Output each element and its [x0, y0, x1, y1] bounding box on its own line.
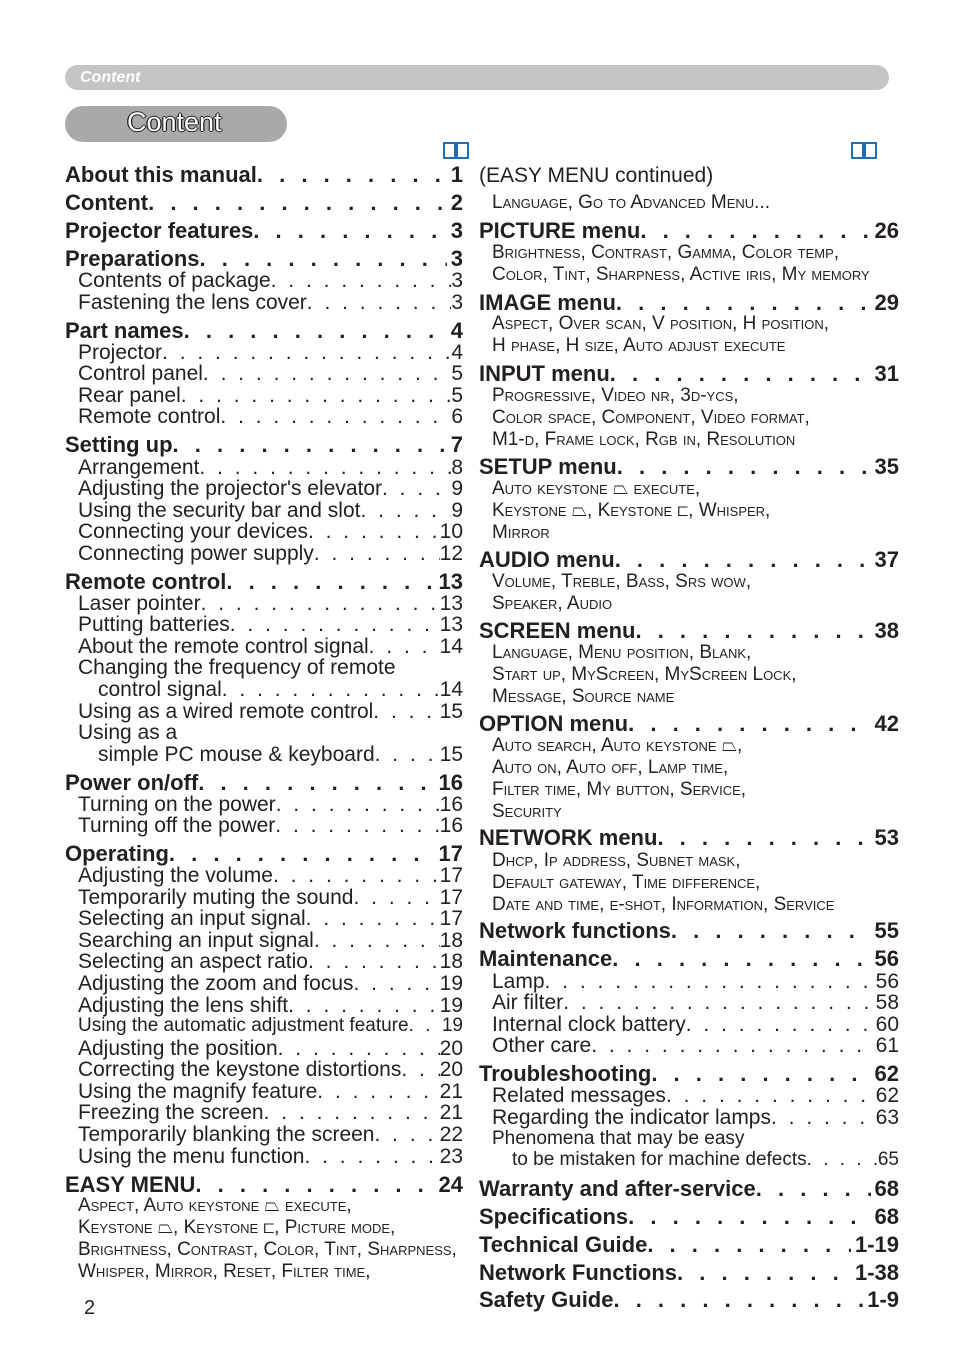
- toc-heading[interactable]: [479, 1176, 899, 1202]
- toc-entry[interactable]: [98, 678, 463, 702]
- dot-leader: [264, 1101, 440, 1125]
- toc-entry[interactable]: [492, 1106, 899, 1130]
- toc-entry-title: Using the automatic adjustment feature: [78, 1015, 409, 1036]
- toc-entry[interactable]: [492, 991, 899, 1015]
- toc-page-number: 19: [439, 994, 463, 1017]
- toc-entry[interactable]: [78, 1123, 463, 1147]
- toc-heading[interactable]: [65, 432, 463, 458]
- toc-heading[interactable]: [479, 547, 899, 573]
- toc-entry-title: Freezing the screen: [78, 1101, 264, 1124]
- toc-page-number: 16: [439, 814, 463, 837]
- toc-page-number: 68: [874, 1176, 899, 1201]
- toc-entry-title: Specifications: [479, 1204, 629, 1229]
- toc-page-number: 29: [874, 290, 899, 315]
- dot-leader: [354, 972, 440, 996]
- toc-entry[interactable]: [492, 1034, 899, 1058]
- dot-leader: [617, 454, 871, 480]
- dot-leader: [409, 1015, 442, 1037]
- toc-entry-title: Regarding the indicator lamps: [492, 1106, 771, 1129]
- toc-entry-title: Turning off the power: [78, 814, 276, 837]
- dot-leader: [647, 1232, 851, 1258]
- toc-menu-items: M1-d, Frame lock, Rgb in, Resolution: [492, 429, 796, 450]
- toc-page-number: 60: [875, 1013, 899, 1036]
- dot-leader: [628, 711, 870, 737]
- toc-entry-title: control signal: [98, 678, 222, 701]
- toc-page-number: 18: [439, 929, 463, 952]
- toc-menu-items: Whisper, Mirror, Reset, Filter time,: [78, 1261, 371, 1282]
- toc-page-number: 17: [439, 886, 463, 909]
- toc-entry-title: Contents of package: [78, 269, 271, 292]
- toc-menu-items: Volume, Treble, Bass, Srs wow,: [492, 571, 752, 592]
- toc-page-number: 24: [438, 1172, 463, 1197]
- toc-entry-title: Using as a wired remote control: [78, 700, 374, 723]
- toc-menu-items: Start up, MyScreen, MyScreen Lock,: [492, 664, 797, 685]
- toc-entry-title: Operating: [65, 841, 169, 866]
- toc-menu-items: Date and time, e-shot, Information, Service: [492, 894, 835, 915]
- dot-leader: [230, 613, 440, 637]
- toc-page-number: 5: [451, 362, 463, 385]
- toc-entry-title: Adjusting the lens shift: [78, 994, 289, 1017]
- dot-leader: [253, 218, 446, 244]
- toc-page-number: 20: [439, 1037, 463, 1060]
- toc-entry[interactable]: [78, 907, 463, 931]
- toc-entry[interactable]: [492, 1084, 899, 1108]
- toc-menu-items: Auto search, Auto keystone ⏢,: [492, 735, 743, 756]
- toc-heading[interactable]: [479, 1260, 899, 1286]
- toc-entry-title: Network functions: [479, 918, 671, 943]
- toc-entry-title: SETUP menu: [479, 454, 617, 479]
- toc-entry-title: Lamp: [492, 970, 545, 993]
- toc-entry-title: to be mistaken for machine defects: [512, 1149, 807, 1170]
- toc-page-number: 58: [875, 991, 899, 1014]
- toc-entry-title: Preparations: [65, 246, 200, 271]
- toc-entry[interactable]: [78, 814, 463, 838]
- toc-entry-title: Projector: [78, 341, 163, 364]
- toc-menu-items: Color, Tint, Sharpness, Active iris, My memory: [492, 264, 870, 285]
- toc-heading[interactable]: [65, 218, 463, 244]
- dot-leader: [563, 991, 875, 1015]
- toc-entry[interactable]: [78, 405, 463, 429]
- toc-page-number: 21: [439, 1101, 463, 1124]
- dot-leader: [273, 864, 440, 888]
- toc-menu-items: Message, Source name: [492, 686, 675, 707]
- toc-page-number: 14: [439, 635, 463, 658]
- toc-entry[interactable]: [78, 362, 463, 386]
- toc-entry[interactable]: [78, 864, 463, 888]
- toc-page-number: 8: [451, 456, 463, 479]
- toc-page-number: 16: [438, 770, 463, 795]
- dot-leader: [203, 362, 451, 386]
- dot-leader: [628, 1204, 870, 1230]
- toc-page-number: 6: [451, 405, 463, 428]
- toc-text: Using as a: [78, 721, 178, 744]
- toc-menu-items: Aspect, Over scan, V position, H position,: [492, 313, 830, 334]
- toc-entry-title: Network Functions: [479, 1260, 678, 1285]
- toc-entry-title: SCREEN menu: [479, 618, 636, 643]
- toc-entry-title: Internal clock battery: [492, 1013, 686, 1036]
- toc-page-number: 5: [451, 384, 463, 407]
- dot-leader: [257, 162, 447, 188]
- toc-page-number: 18: [439, 950, 463, 973]
- toc-entry-title: Troubleshooting: [479, 1061, 652, 1086]
- toc-entry-title: Correcting the keystone distortions: [78, 1058, 402, 1081]
- dot-leader: [612, 946, 870, 972]
- toc-entry-title: IMAGE menu: [479, 290, 616, 315]
- toc-page-number: 13: [439, 592, 463, 615]
- toc-entry-title: Related messages: [492, 1084, 666, 1107]
- toc-entry-title: About this manual: [65, 162, 257, 187]
- toc-entry-title: Rear panel: [78, 384, 181, 407]
- toc-entry-title: Temporarily muting the sound: [78, 886, 354, 909]
- dot-leader: [304, 1145, 439, 1169]
- toc-page-number: 1: [450, 162, 463, 187]
- toc-page-number: 13: [439, 613, 463, 636]
- toc-menu-items: Auto on, Auto off, Lamp time,: [492, 757, 729, 778]
- dot-leader: [591, 1034, 875, 1058]
- toc-menu-items: Mirror: [492, 522, 550, 543]
- toc-page-number: 38: [874, 618, 899, 643]
- toc-page-number: 61: [875, 1034, 899, 1057]
- toc-page-number: 4: [451, 341, 463, 364]
- page-number: 2: [84, 1297, 96, 1319]
- toc-page-number: 56: [874, 946, 899, 971]
- toc-heading[interactable]: [479, 711, 899, 737]
- toc-entry-title: Air filter: [492, 991, 564, 1014]
- toc-menu-items: Language, Go to Advanced Menu...: [492, 192, 771, 213]
- dot-leader: [671, 918, 871, 944]
- toc-entry[interactable]: [512, 1149, 899, 1171]
- toc-menu-items: Default gateway, Time difference,: [492, 872, 761, 893]
- toc-page-number: 4: [450, 318, 463, 343]
- toc-entry-title: About the remote control signal: [78, 635, 369, 658]
- toc-page-number: 9: [451, 477, 463, 500]
- toc-entry-title: Technical Guide: [479, 1232, 648, 1257]
- toc-entry-title: INPUT menu: [479, 361, 610, 386]
- toc-page-number: 20: [439, 1058, 463, 1081]
- toc-page-number: 1-19: [854, 1232, 899, 1257]
- toc-entry-title: PICTURE menu: [479, 218, 641, 243]
- toc-entry-title: Power on/off: [65, 770, 199, 795]
- toc-heading[interactable]: [479, 1232, 899, 1258]
- toc-menu-items: Keystone ⏢, Keystone ⊏, Picture mode,: [78, 1217, 396, 1238]
- toc-page-number: 62: [875, 1084, 899, 1107]
- toc-entry-title: Control panel: [78, 362, 203, 385]
- toc-entry-title: Remote control: [78, 405, 221, 428]
- toc-heading[interactable]: [65, 190, 463, 216]
- toc-text: Changing the frequency of remote: [78, 656, 396, 679]
- toc-page-number: 9: [451, 499, 463, 522]
- toc-entry-title: Using the magnify feature: [78, 1080, 318, 1103]
- dot-leader: [308, 950, 440, 974]
- toc-entry-title: Turning on the power: [78, 793, 276, 816]
- toc-heading[interactable]: [479, 918, 899, 944]
- toc-entry-title: Putting batteries: [78, 613, 230, 636]
- toc-entry-title: Arrangement: [78, 456, 200, 479]
- toc-page-number: 31: [874, 361, 899, 386]
- toc-page-number: 1-9: [867, 1287, 899, 1312]
- toc-page-number: 14: [439, 678, 463, 701]
- toc-entry-title: Projector features: [65, 218, 254, 243]
- toc-entry[interactable]: [78, 1058, 463, 1082]
- toc-entry-title: Selecting an input signal: [78, 907, 306, 930]
- toc-entry-title: Selecting an aspect ratio: [78, 950, 308, 973]
- toc-page-number: 23: [439, 1145, 463, 1168]
- book-icon: [851, 141, 877, 161]
- toc-entry-title: Adjusting the zoom and focus: [78, 972, 354, 995]
- toc-entry-title: Setting up: [65, 432, 173, 457]
- toc-entry-title: simple PC mouse & keyboard: [98, 743, 375, 766]
- toc-heading[interactable]: [479, 825, 899, 851]
- toc-entry-title: Part names: [65, 318, 184, 343]
- toc-page-number: 68: [874, 1204, 899, 1229]
- toc-heading[interactable]: [479, 454, 899, 480]
- toc-page-number: 15: [439, 700, 463, 723]
- toc-menu-items: Color space, Component, Video format,: [492, 407, 810, 428]
- toc-entry[interactable]: [78, 1145, 463, 1169]
- toc-entry[interactable]: [78, 950, 463, 974]
- dot-leader: [307, 291, 452, 315]
- toc-menu-items: Language, Menu position, Blank,: [492, 642, 752, 663]
- toc-entry-title: Connecting power supply: [78, 542, 314, 565]
- toc-page-number: 56: [875, 970, 899, 993]
- toc-heading[interactable]: [479, 618, 899, 644]
- dot-leader: [173, 432, 447, 458]
- dot-leader: [148, 190, 447, 216]
- toc-entry[interactable]: [78, 972, 463, 996]
- toc-page-number: 3: [451, 291, 463, 314]
- toc-text: (EASY MENU continued): [479, 164, 714, 187]
- toc-menu-items: Speaker, Audio: [492, 593, 613, 614]
- toc-page-number: 13: [438, 569, 463, 594]
- dot-leader: [640, 218, 870, 244]
- toc-menu-items: Keystone ⏢, Keystone ⊏, Whisper,: [492, 500, 771, 521]
- toc-menu-items: Dhcp, Ip address, Subnet mask,: [492, 850, 741, 871]
- toc-entry[interactable]: [78, 1101, 463, 1125]
- toc-entry[interactable]: [78, 520, 463, 544]
- dot-leader: [373, 700, 439, 724]
- toc-page-number: 17: [439, 907, 463, 930]
- toc-page-number: 3: [451, 269, 463, 292]
- toc-page-number: 19: [439, 972, 463, 995]
- toc-menu-items: Filter time, My button, Service,: [492, 779, 747, 800]
- toc-page-number: 2: [450, 190, 463, 215]
- toc-entry-title: OPTION menu: [479, 711, 629, 736]
- toc-page-number: 22: [439, 1123, 463, 1146]
- dot-leader: [666, 1084, 876, 1108]
- dot-leader: [306, 907, 440, 931]
- dot-leader: [375, 743, 440, 767]
- page-title: Content: [127, 107, 222, 137]
- toc-entry-title: Content: [65, 190, 149, 215]
- dot-leader: [314, 542, 440, 566]
- toc-page-number: 16: [439, 793, 463, 816]
- toc-page-number: 26: [874, 218, 899, 243]
- dot-leader: [635, 618, 870, 644]
- toc-page-number: 62: [874, 1061, 899, 1086]
- toc-entry[interactable]: [98, 743, 463, 767]
- toc-heading[interactable]: [65, 162, 463, 188]
- toc-entry-title: Temporarily blanking the screen: [78, 1123, 375, 1146]
- toc-entry-title: Adjusting the projector's elevator: [78, 477, 383, 500]
- toc-text: Phenomena that may be easy: [492, 1128, 745, 1149]
- toc-entry-title: Fastening the lens cover: [78, 291, 307, 314]
- toc-entry-title: Remote control: [65, 569, 227, 594]
- toc-entry-title: NETWORK menu: [479, 825, 658, 850]
- toc-page-number: 1-38: [854, 1260, 899, 1285]
- toc-menu-items: Brightness, Contrast, Color, Tint, Sharpness,: [78, 1239, 457, 1260]
- dot-leader: [677, 1260, 851, 1286]
- toc-entry-title: Safety Guide: [479, 1287, 614, 1312]
- toc-entry[interactable]: [78, 613, 463, 637]
- toc-page-number: 17: [439, 864, 463, 887]
- dot-leader: [382, 477, 451, 501]
- toc-heading[interactable]: [479, 946, 899, 972]
- dot-leader: [657, 825, 870, 851]
- toc-page-number: 35: [874, 454, 899, 479]
- toc-entry[interactable]: [78, 477, 463, 501]
- toc-entry-title: Connecting your devices: [78, 520, 308, 543]
- toc-page-number: 19: [441, 1015, 463, 1036]
- toc-entry-title: Maintenance: [479, 946, 613, 971]
- toc-entry-title: Using the security bar and slot: [78, 499, 361, 522]
- dot-leader: [756, 1176, 871, 1202]
- page-title-pill: [65, 106, 287, 142]
- toc-heading[interactable]: [479, 218, 899, 244]
- toc-page-number: 65: [877, 1149, 899, 1170]
- toc-page-number: 7: [450, 432, 463, 457]
- toc-page-number: 3: [450, 246, 463, 271]
- toc-page-number: 12: [439, 542, 463, 565]
- toc-page-number: 21: [439, 1080, 463, 1103]
- toc-menu-items: Security: [492, 801, 562, 822]
- toc-page-number: 3: [450, 218, 463, 243]
- toc-entry[interactable]: [78, 291, 463, 315]
- toc-menu-items: Auto keystone ⏢ execute,: [492, 478, 701, 499]
- toc-page-number: 53: [874, 825, 899, 850]
- toc-entry-title: EASY MENU: [65, 1172, 196, 1197]
- toc-entry[interactable]: [78, 542, 463, 566]
- toc-entry-title: Other care: [492, 1034, 592, 1057]
- toc-page-number: 63: [875, 1106, 899, 1129]
- dot-leader: [275, 814, 439, 838]
- dot-leader: [220, 405, 451, 429]
- book-icon: [443, 141, 469, 161]
- toc-heading[interactable]: [479, 1287, 899, 1313]
- toc-entry[interactable]: [78, 1015, 463, 1037]
- toc-heading[interactable]: [479, 1204, 899, 1230]
- toc-page-number: 15: [439, 743, 463, 766]
- dot-leader: [222, 678, 440, 702]
- toc-page-number: 42: [874, 711, 899, 736]
- dot-leader: [374, 1123, 439, 1147]
- toc-entry-title: Adjusting the volume: [78, 864, 273, 887]
- dot-leader: [615, 547, 871, 573]
- toc-page-number: 37: [874, 547, 899, 572]
- toc-entry-title: Searching an input signal: [78, 929, 314, 952]
- section-header-label: Content: [80, 69, 141, 86]
- toc-menu-items: H phase, H size, Auto adjust execute: [492, 335, 786, 356]
- toc-page-number: 10: [439, 520, 463, 543]
- toc-page-number: 55: [874, 918, 899, 943]
- toc-page-number: 17: [438, 841, 463, 866]
- toc-entry-title: Laser pointer: [78, 592, 201, 615]
- toc-menu-items: Aspect, Auto keystone ⏢ execute,: [78, 1195, 352, 1216]
- dot-leader: [610, 361, 871, 387]
- toc-entry-title: Warranty and after-service: [479, 1176, 756, 1201]
- toc-heading[interactable]: [479, 361, 899, 387]
- dot-leader: [401, 1058, 439, 1082]
- toc-menu-items: Progressive, Video nr, 3d-ycs,: [492, 385, 739, 406]
- section-header-bar: [65, 65, 889, 90]
- dot-leader: [771, 1106, 876, 1130]
- toc-entry-title: Adjusting the position: [78, 1037, 278, 1060]
- toc-entry[interactable]: [78, 269, 463, 293]
- dot-leader: [613, 1287, 863, 1313]
- toc-entry-title: Using the menu function: [78, 1145, 305, 1168]
- dot-leader: [807, 1149, 878, 1171]
- dot-leader: [308, 520, 440, 544]
- toc-menu-items: Brightness, Contrast, Gamma, Color temp,: [492, 242, 840, 263]
- dot-leader: [271, 269, 452, 293]
- toc-entry-title: AUDIO menu: [479, 547, 615, 572]
